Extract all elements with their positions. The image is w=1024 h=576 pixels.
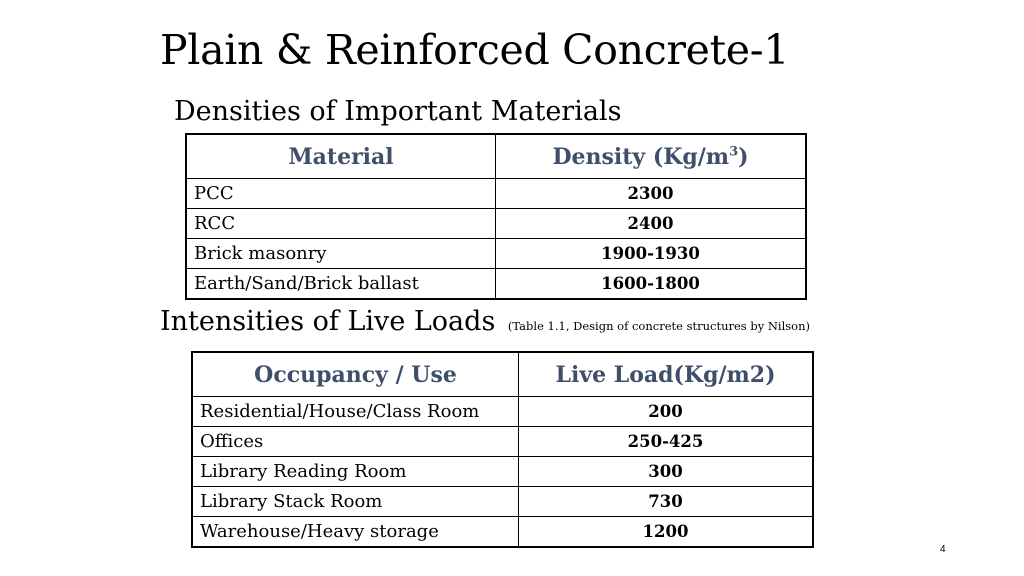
table-row xyxy=(192,457,813,487)
table-header-row xyxy=(192,352,813,397)
densities-table xyxy=(185,133,807,300)
density-header-text: Density (Kg/m xyxy=(552,143,730,170)
material-cell: Earth/Sand/Brick ballast xyxy=(186,269,496,300)
live-load-cell: 200 xyxy=(519,397,814,427)
density-cell: 1900-1930 xyxy=(496,239,807,269)
live-loads-heading-text: Intensities of Live Loads xyxy=(160,306,496,337)
table-row xyxy=(192,427,813,457)
density-header-close: ) xyxy=(738,143,749,170)
table-row xyxy=(186,269,806,300)
material-column-header: Material xyxy=(186,134,496,179)
material-cell: Brick masonry xyxy=(186,239,496,269)
table-row xyxy=(192,487,813,517)
occupancy-cell: Library Stack Room xyxy=(192,487,519,517)
table-row xyxy=(192,397,813,427)
live-load-cell: 300 xyxy=(519,457,814,487)
table-header-row xyxy=(186,134,806,179)
slide-title: Plain & Reinforced Concrete-1 xyxy=(160,26,790,74)
density-column-header xyxy=(496,134,807,179)
live-load-column-header: Live Load(Kg/m2) xyxy=(519,352,814,397)
occupancy-cell: Offices xyxy=(192,427,519,457)
occupancy-cell: Library Reading Room xyxy=(192,457,519,487)
density-cell: 2300 xyxy=(496,179,807,209)
table-row xyxy=(186,209,806,239)
table-row xyxy=(186,179,806,209)
material-cell: PCC xyxy=(186,179,496,209)
page-number: 4 xyxy=(940,544,946,555)
live-load-cell: 1200 xyxy=(519,517,814,548)
live-loads-heading xyxy=(160,306,810,337)
material-cell: RCC xyxy=(186,209,496,239)
live-loads-reference: (Table 1.1, Design of concrete structures by Nilson) xyxy=(507,319,810,333)
live-load-cell: 250-425 xyxy=(519,427,814,457)
occupancy-column-header: Occupancy / Use xyxy=(192,352,519,397)
table-row xyxy=(192,517,813,548)
density-header-superscript: 3 xyxy=(729,144,739,160)
live-load-cell: 730 xyxy=(519,487,814,517)
occupancy-cell: Warehouse/Heavy storage xyxy=(192,517,519,548)
density-cell: 1600-1800 xyxy=(496,269,807,300)
live-loads-table xyxy=(191,351,814,548)
table-row xyxy=(186,239,806,269)
occupancy-cell: Residential/House/Class Room xyxy=(192,397,519,427)
density-cell: 2400 xyxy=(496,209,807,239)
densities-heading: Densities of Important Materials xyxy=(174,96,622,127)
